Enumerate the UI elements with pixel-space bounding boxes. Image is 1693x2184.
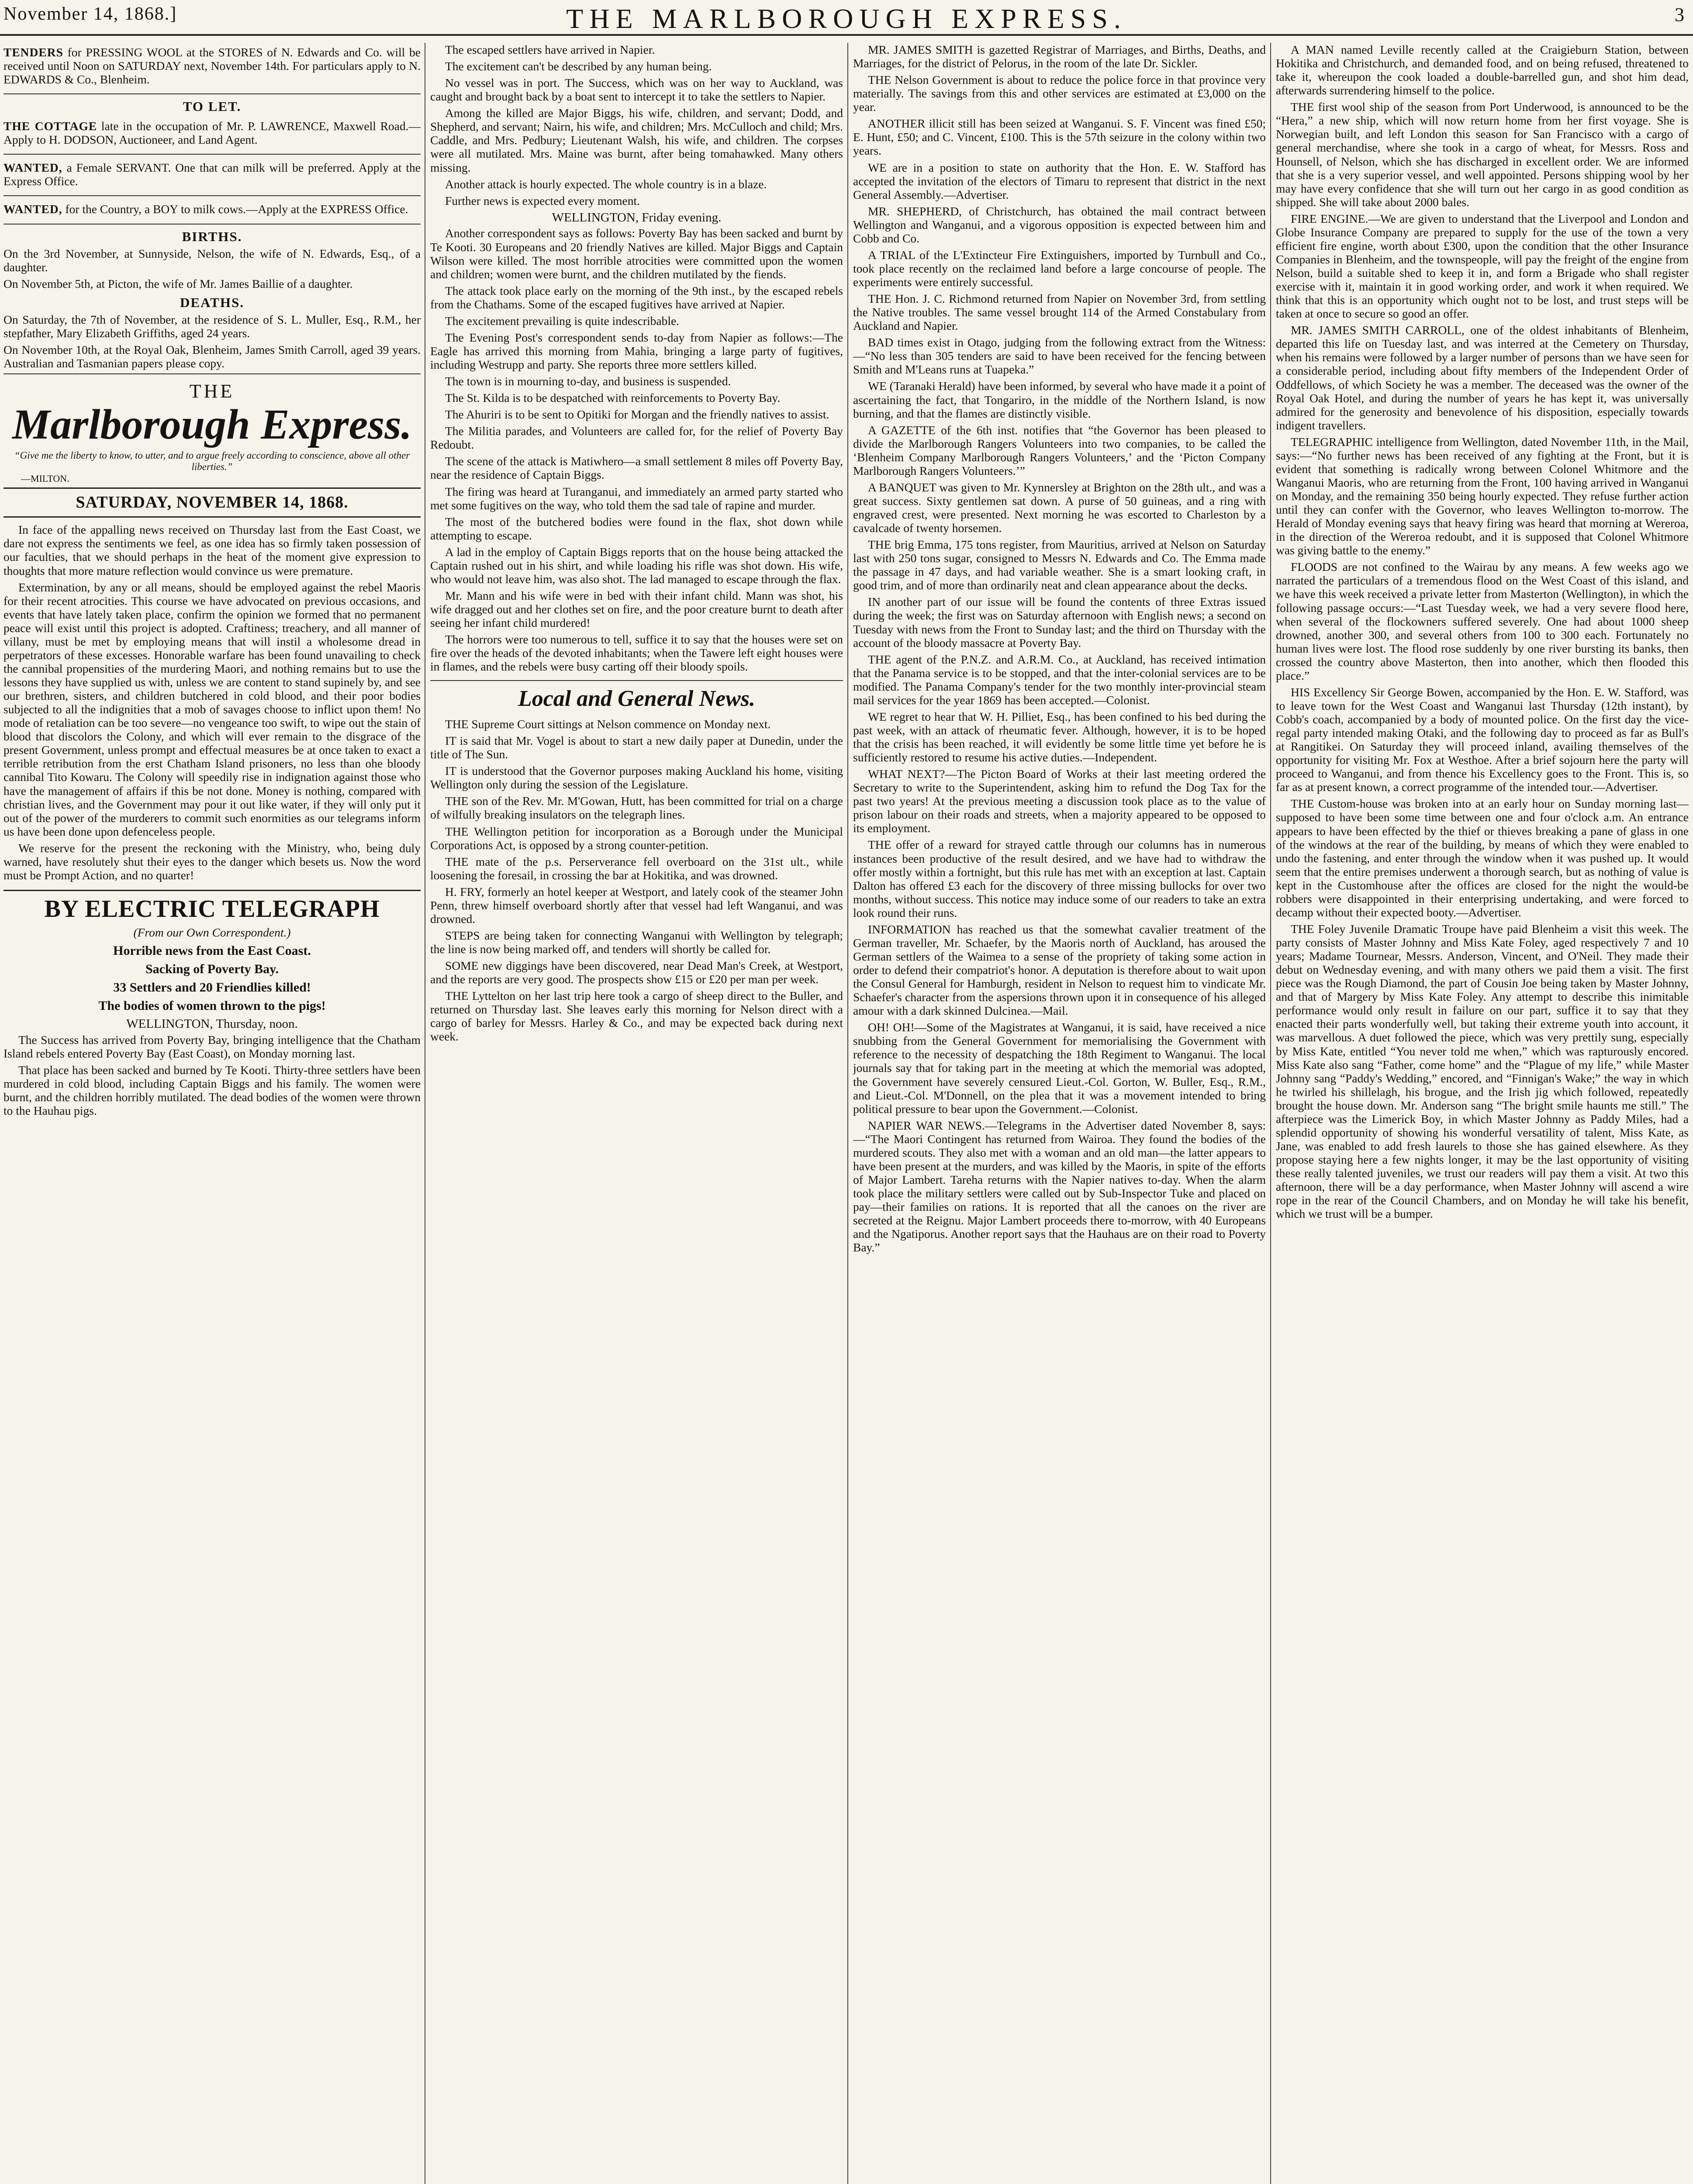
page-number: 3: [1675, 4, 1684, 25]
news-item: A BANQUET was given to Mr. Kynnersley at Brighton on the 28th ult., and was a great success. Sixty gentlemen sat down. A purse of 50 guineas, and a ring with engraved crest, were presented. Next morning he was escorted to Charleston by a cavalcade of twenty horsemen.: [853, 480, 1266, 535]
telegraph-paragraph: The Ahuriri is to be sent to Opitiki for Morgan and the friendly natives to assist.: [445, 408, 829, 422]
news-item: MR. JAMES SMITH is gazetted Registrar of Marriages, and Births, Deaths, and Marriages, for the district of Pelorus, in the room of the late Dr. Sickler.: [853, 43, 1266, 70]
telegraph-paragraph: The town is in mourning to-day, and business is suspended.: [445, 374, 731, 388]
news-item: IN another part of our issue will be found the contents of three Extras issued during the week; the first was on Saturday afternoon with English news; a second on Tuesday with news from the Front to Sunday last; and the third on Thursday with the account of the bloody massacre at Poverty Bay.: [853, 595, 1266, 650]
running-title: THE MARLBOROUGH EXPRESS.: [566, 3, 1127, 34]
paper-title: Marlborough Express.: [12, 401, 412, 448]
news-item: HIS Excellency Sir George Bowen, accompanied by the Hon. E. W. Stafford, was to leave town for the West Coast and Wanganui last Thursday (12th instant), by Cobb's coach, accompanied by a body of mounted police. On the first day the vice-regal party intended making Otaki, and the following day to proceed as far as Bull's at Rangitikei. On Saturday they will proceed inland, availing themselves of the opportunity for visiting Mr. Fox at Westhoe. After a brief sojourn here the party will proceed to Wanganui, and from thence his Excellency goes to the Front. This is, so far as at present known, a correct programme of the intended tour.—Advertiser.: [1276, 685, 1689, 794]
telegraph-paragraph: The excitement can't be described by any human being.: [445, 59, 712, 73]
news-item: NAPIER WAR NEWS.—Telegrams in the Advertiser dated November 8, says:—“The Maori Contingent has returned from Wairoa. They found the bodies of the murdered scouts. They also met with a woman and an old man—the latter appears to have been present at the murders, and was killed by the Maoris, in spite of the efforts of Major Lambert. Tareha returns with the Napier natives to-day. When the alarm took place the military settlers were called out by Sub-Inspector Tuke and placed on pay—their families on rations. It is reported that all the canoes on the river are secreted at the Reignu. Major Lambert proceeds there to-morrow, with 40 Europeans and the Ngatiporus. Another report says that the Hauhaus are on their road to Poverty Bay.”: [853, 1118, 1266, 1254]
telegraph-paragraph: A lad in the employ of Captain Biggs reports that on the house being attacked the Captain rushed out in his shirt, and while loading his rifle was shot down. His wife, who would not leave him, was also shot. The lad managed to escape through the flax.: [430, 545, 843, 586]
news-item: WE regret to hear that W. H. Pilliet, Esq., has been confined to his bed during the past week, with an attack of rheumatic fever. Although, however, it is to be hoped that the crisis has been reached, it will evidently be some little time yet before he is sufficiently restored to resume his active duties.—Independent.: [853, 709, 1266, 764]
local-news-item: IT is understood that the Governor purposes making Auckland his home, visiting Wellington only during the session of the Legislature.: [430, 764, 843, 791]
motto: “Give me the liberty to know, to utter, and to argue freely according to conscience, above all other liberties.”: [14, 449, 410, 472]
column-rule: [847, 43, 848, 2184]
local-news-item: THE son of the Rev. Mr. M'Gowan, Hutt, has been committed for trial on a charge of wilfully breaking insulators on the telegraph lines.: [430, 794, 843, 822]
telegraph-subheading: (From our Own Correspondent.): [133, 926, 291, 940]
telegraph-dateline: WELLINGTON, Thursday, noon.: [126, 1016, 298, 1031]
telegraph-paragraph: Another correspondent says as follows: Poverty Bay has been sacked and burnt by Te Kooti. 30 Europeans and 20 friendly Natives are killed. Major Biggs and Captain Wilson were killed. The most horrible atrocities were committed upon the women and children; women were burnt, and the children mutilated by the fiends.: [430, 226, 843, 281]
ad-wanted-servant: WANTED, a Female SERVANT. One that can milk will be preferred. Apply at the Express Office.: [3, 158, 421, 196]
telegraph-paragraph: No vessel was in port. The Success, which was on her way to Auckland, was caught and brought back by a boat sent to intercept it to take the settlers to Napier.: [430, 76, 843, 104]
local-news-item: THE Lyttelton on her last trip here took a cargo of sheep direct to the Buller, and returned on Thursday last. She leaves early this morning for Nelson direct with a cargo of barley for Messrs. Harley & Co., and may be expected back during next week.: [430, 989, 843, 1044]
news-item: FIRE ENGINE.—We are given to understand that the Liverpool and London and Globe Insurance Company are prepared to supply for the use of the town a very efficient fire engine, worth about £300, upon the condition that the other Insurance Companies in Blenheim, and the townspeople, will pay the freight of the engine from Nelson, build a suitable shed to keep it in, and form a Brigade who shall register exercise with it, maintain it in good working order, and work it when required. We think that this is an opportunity which ought not to be lost, and trust steps will be taken at once to secure so good an offer.: [1276, 211, 1689, 321]
local-news-item: STEPS are being taken for connecting Wanganui with Wellington by telegraph; the line is now being marked off, and tenders will shortly be called for.: [430, 928, 843, 956]
telegraph-paragraph: Among the killed are Major Biggs, his wife, children, and servant; Dodd, and Shepherd, and servant; Nairn, his wife, and children; Mrs. McCulloch and child; Mrs. Caddle, and Mrs. Pedbury; Lieutenant Walsh, his wife, and children. The corpses were all mutilated. Mrs. Maine was burnt, after being tomahawked. Many others missing.: [430, 106, 843, 174]
news-item: FLOODS are not confined to the Wairau by any means. A few weeks ago we narrated the particulars of a tremendous flood on the West Coast of this island, and we have this week received a private letter from Masterton (Wellington), in which the following passage occurs:—“Last Tuesday week, we had a very severe flood here, when several of the flockowners suffered severely. One had about 1000 sheep drowned, another 300, and several others from 100 to 300 each. Fortunately no human lives were lost. The flood rose suddenly by one river bursting its banks, then crossed the country above Masterton, then into another, which then flooded this place.”: [1276, 560, 1689, 682]
telegraph-paragraph: The firing was heard at Turanganui, and immediately an armed party started who met some fugitives on the way, who told them the sad tale of rapine and murder.: [430, 484, 843, 512]
news-item: TELEGRAPHIC intelligence from Wellington, dated November 11th, in the Mail, says:—“No further news has been received of any fighting at the Front, but it is evident that something is radically wrong between Colonel Whitmore and the Wanganui Maoris, who are returning from the Front, 100 having arrived in Wanganui on Monday, and the remaining 350 being hourly expected. They refuse further action until they can confer with the Governor, who leaves Wellington to-morrow. The Herald of Monday evening says that heavy firing was heard that morning at Wereroa, in the direction of the Wereroa redoubt, and it is supposed that Colonel Whitmore was giving battle to the enemy.”: [1276, 435, 1689, 557]
ad-cottage: THE COTTAGE late in the occupation of Mr. P. LAWRENCE, Maxwell Road.—Apply to H. DODSON, Auctioneer, and Land Agent.: [3, 117, 421, 155]
death-notice: On November 10th, at the Royal Oak, Blenheim, James Smith Carroll, aged 39 years. Australian and Tasmanian papers please copy.: [3, 343, 421, 374]
local-news-item: IT is said that Mr. Vogel is about to start a new daily paper at Dunedin, under the title of The Sun.: [430, 734, 843, 761]
to-let-heading: TO LET.: [183, 99, 242, 114]
telegraph-paragraph: The scene of the attack is Matiwhero—a small settlement 8 miles off Poverty Bay, near the residence of Captain Biggs.: [430, 454, 843, 482]
column-rule: [1270, 43, 1271, 2184]
telegraph-paragraph: The excitement prevailing is quite indescribable.: [445, 314, 680, 328]
news-item: THE Foley Juvenile Dramatic Troupe have paid Blenheim a visit this week. The party consists of Master Johnny and Miss Kate Foley, aged respectively 7 and 10 years; Madame Tournear, Messrs. Anderson, Vincent, and O'Neil. They made their debut on Wednesday evening, and with many others we paid them a visit. The first piece was the Rough Diamond, the part of Cousin Joe being taken by Master Johnny, and that of Margery by Miss Kate Foley. Any attempt to describe this inimitable performance would only result in failure on our part, suffice it to say that they enacted their parts wonderfully well, but taking their extreme youth into account, it was marvellous. A duet followed the piece, which was very prettily sung, especially by Miss Kate, entitled “You never told me when,” which was rapturously encored. Miss Kate also sang “Father, come home” and the “Plague of my life,” while Master Johnny sang “Paddy's Wedding,” encored, and “Finnigan's Wake;” the way in which he twirled his shillelagh, his brogue, and the Irish jig which followed, repeatedly brought the house down. Mr. Anderson sang “The bright smile haunts me still.” The afterpiece was the Limerick Boy, in which Master Johnny as Paddy Miles, had a splendid opportunity of showing his wonderful versatility of talent, Miss Kate, as Jane, was enabled to add fresh laurels to those she has gained elsewhere. As they propose staying here a few nights longer, it may be the last opportunity of visiting these really talented juveniles, we trust our readers will pay them a visit. At two this afternoon, there will be a day performance, when Master Johnny will ascend a wire rope in the rear of the Council Chambers, and on Monday he will take his benefit, which we trust will be a bumper.: [1276, 922, 1689, 1221]
news-item: THE Custom-house was broken into at an early hour on Sunday morning last—supposed to have been some time between one and four o'clock a.m. An entrance appears to have been effected by the thief or thieves breaking a pane of glass in one of the windows at the rear of the building, by means of which they were enabled to undo the fastening, and enter through the window when it was pushed up. It would seem that the entire premises underwent a thorough search, but as nothing of value is kept in the Customhouse after the offices are closed for the night the would-be robbers were disappointed in their enterprising undertaking, and were forced to decamp without their expected booty.—Advertiser.: [1276, 797, 1689, 919]
local-news-heading: Local and General News.: [430, 680, 843, 712]
news-item: A GAZETTE of the 6th inst. notifies that “the Governor has been pleased to divide the Marlborough Rangers Volunteers into two companies, to be called the ‘Blenheim Company Marlborough Rangers Volunteers,’ and the ‘Picton Company Marlborough Rangers Volunteers.’”: [853, 423, 1266, 477]
column-3: [853, 43, 1266, 2184]
news-item: THE Hon. J. C. Richmond returned from Napier on November 3rd, from settling the Native troubles. The same vessel brought 114 of the Armed Constabulary from Auckland and Napier.: [853, 292, 1266, 333]
local-news-item: THE mate of the p.s. Perserverance fell overboard on the 31st ult., while loosening the foresail, in crossing the bar at Hokitika, and was drowned.: [430, 854, 843, 882]
news-item: THE Nelson Government is about to reduce the police force in that province very materially. The savings from this and other services are estimated at £3,000 on the year.: [853, 73, 1266, 114]
telegraph-paragraph: The Success has arrived from Poverty Bay, bringing intelligence that the Chatham Island rebels entered Poverty Bay (East Coast), on Monday morning last.: [3, 1033, 421, 1060]
telegraph-dateline: WELLINGTON, Friday evening.: [552, 210, 722, 225]
telegraph-paragraph: The attack took place early on the morning of the 9th inst., by the escaped rebels from the Chathams. Some of the escaped fugitives have arrived at Napier.: [430, 283, 843, 311]
issue-date: November 14, 1868.]: [3, 4, 177, 24]
news-item: THE agent of the P.N.Z. and A.R.M. Co., at Auckland, has received intimation that the Panama service is to be stopped, and that the inter-colonial services are to be modified. The Panama Company's tender for the two monthly inter-provincial steam mail services for the year 1869 has been accepted.—Colonist.: [853, 652, 1266, 707]
birth-notice: On November 5th, at Picton, the wife of Mr. James Baillie of a daughter.: [3, 276, 353, 290]
death-notice: On Saturday, the 7th of November, at the residence of S. L. Muller, Esq., R.M., her stepfather, Mary Elizabeth Griffiths, aged 24 years.: [3, 312, 421, 340]
birth-notice: On the 3rd November, at Sunnyside, Nelson, the wife of N. Edwards, Esq., of a daughter.: [3, 246, 421, 274]
telegraph-paragraph: Mr. Mann and his wife were in bed with their infant child. Mann was shot, his wife dragged out and her clothes set on fire, and the poor creature burnt to death after seeing her infant child murdered!: [430, 588, 843, 630]
local-news-item: THE Supreme Court sittings at Nelson commence on Monday next.: [445, 717, 771, 731]
births-heading: BIRTHS.: [182, 228, 242, 244]
local-news-item: SOME new diggings have been discovered, near Dead Man's Creek, at Westport, and the reports are very good. The prospects show £15 or £20 per man per week.: [430, 959, 843, 986]
telegraph-paragraph: That place has been sacked and burned by Te Kooti. Thirty-three settlers have been murdered in cold blood, including Captain Biggs and his family. The women were burnt, and the children horribly mutilated. The dead bodies of the women were thrown to the Hauhau pigs.: [3, 1063, 421, 1117]
ad-wanted-boy: WANTED, for the Country, a BOY to milk cows.—Apply at the EXPRESS Office.: [3, 200, 421, 224]
paper-dateline: SATURDAY, NOVEMBER 14, 1868.: [3, 487, 421, 518]
news-item: WE (Taranaki Herald) have been informed, by several who have made it a point of ascertaining the fact, that Tongariro, in the middle of the Northern Island, is now burning, and that the flames are distinctly visible.: [853, 379, 1266, 420]
news-item: THE first wool ship of the season from Port Underwood, is announced to be the “Hera,” a new ship, which will now return home from her first voyage. She is Norwegian built, and left London this season for San Francisco with a cargo of general merchandise, where she took in a cargo of wheat, for Messrs. Ross and Hounsell, of Nelson, which she has discharged in excellent order. We are informed that she is a very superior vessel, and well appointed. Persons shipping wool by her may have every confidence that she will turn out her cargo in as good condition as shipped. She will take about 2000 bales.: [1276, 100, 1689, 209]
ad-tenders: TENDERS for PRESSING WOOL at the STORES of N. Edwards and Co. will be received until Noon on SATURDAY next, November 14th. For particulars apply to N. EDWARDS & Co., Blenheim.: [3, 43, 421, 94]
news-item: INFORMATION has reached us that the somewhat cavalier treatment of the German traveller, Mr. Schaefer, by the Maoris north of Auckland, has aroused the German settlers of the Waimea to a sense of the propriety of taking some action in order to defend their compatriot's honor. A deputation is therefore about to wait upon the Consul General for Hamburgh, resident in Nelson to request him to vindicate Mr. Schaefer's character from the aspersions thrown upon it in consequence of his alleged amour with a dark skinned Dulcinea.—Mail.: [853, 922, 1266, 1018]
news-item: BAD times exist in Otago, judging from the following extract from the Witness:—“No less than 305 tenders are said to have been received for the fencing between Smith and M'Leans runs at Tuapeka.”: [853, 335, 1266, 377]
motto-author: —MILTON.: [21, 473, 69, 484]
news-item: A MAN named Leville recently called at the Craigieburn Station, between Hokitika and Christchurch, and demanded food, and on being refused, threatened to take it, whereupon the cook loaded a double-barrelled gun, and shot him dead, afterwards surrendering himself to the police.: [1276, 43, 1689, 97]
telegraph-paragraph: Further news is expected every moment.: [445, 194, 640, 207]
telegraph-headline: Sacking of Poverty Bay.: [145, 962, 279, 977]
deaths-heading: DEATHS.: [180, 294, 244, 310]
news-item: OH! OH!—Some of the Magistrates at Wanganui, it is said, have received a nice snubbing from the General Government for memorialising the Government with reference to the necessity of despatching the 18th Regiment to Wanganui. The local journals say that for taking part in the meeting at which the memorial was adopted, the Government have severely censured Lieut.-Col. Gorton, W. Buller, Esq., R.M., and Lieut.-Col. M'Donnell, on the plea that it was a movement intended to bring political pressure to bear upon the Government.—Colonist.: [853, 1020, 1266, 1116]
telegraph-paragraph: The escaped settlers have arrived in Napier.: [445, 43, 655, 56]
news-item: A TRIAL of the L'Extincteur Fire Extinguishers, imported by Turnbull and Co., took place recently on the reclaimed land before a large concourse of people. The experiments were entirely successful.: [853, 248, 1266, 289]
news-item: THE offer of a reward for strayed cattle through our columns has in numerous instances been productive of the result desired, and we have had to withdraw the offer mostly within a fortnight, but this rule has met with an exception at last. Captain Dalton has offered £3 each for the discovery of three missing bullocks for over two months, without success. This notice may induce some of our readers to take an extra look round their runs.: [853, 838, 1266, 919]
masthead: [0, 0, 1693, 36]
telegraph-paragraph: The St. Kilda is to be despatched with reinforcements to Poverty Bay.: [445, 391, 781, 405]
telegraph-headline: 33 Settlers and 20 Friendlies killed!: [113, 980, 311, 995]
column-2: [430, 43, 843, 2184]
editorial-paragraph: We reserve for the present the reckoning with the Ministry, who, being duly warned, have resolutely shut their eyes to the danger which besets us. Now the word must be Prompt Action, and no quarter!: [3, 841, 421, 882]
telegraph-headline: The bodies of women thrown to the pigs!: [98, 998, 326, 1013]
column-4: [1276, 43, 1689, 2184]
telegraph-paragraph: The horrors were too numerous to tell, suffice it to say that the houses were set on fire over the heads of the devoted inhabitants; when the Tawere left eight houses were in flames, and the rebels were busy carting off their bloody spoils.: [430, 632, 843, 674]
telegraph-paragraph: The Evening Post's correspondent sends to-day from Napier as follows:—The Eagle has arrived this morning from Mahia, bringing a large party of fugitives, including Westrupp and party. She reports three more settlers killed.: [430, 330, 843, 372]
paper-title-the: THE: [189, 380, 235, 402]
editorial-paragraph: In face of the appalling news received on Thursday last from the East Coast, we dare not express the sentiments we feel, as one idea has so firmly taken possession of our faculties, that we should perhaps in the heat of the moment give expression to thoughts that more mature reflection would convince us were premature.: [3, 523, 421, 577]
telegraph-paragraph: Another attack is hourly expected. The whole country is in a blaze.: [445, 177, 767, 191]
news-item: WE are in a position to state on authority that the Hon. E. W. Stafford has accepted the invitation of the electors of Timaru to represent that district in the next General Assembly.—Advertiser.: [853, 160, 1266, 201]
news-item: MR. JAMES SMITH CARROLL, one of the oldest inhabitants of Blenheim, departed this life on Tuesday last, and was interred at the Cemetery on Thursday, when his remains were followed by a larger number of persons than we have seen for a considerable period, including about fifty members of the Independent Order of Oddfellows, of which Society he was a member. The deceased was the owner of the Royal Oak Hotel, and during the number of years he has kept it, was universally admired for the generosity and benevolence of his disposition, especially towards indigent travellers.: [1276, 323, 1689, 432]
telegraph-heading: BY ELECTRIC TELEGRAPH: [3, 890, 421, 923]
local-news-item: H. FRY, formerly an hotel keeper at Westport, and lately cook of the steamer John Penn, threw himself overboard shortly after that vessel had left Wanganui, and was drowned.: [430, 885, 843, 926]
news-item: ANOTHER illicit still has been seized at Wanganui. S. F. Vincent was fined £50; E. Hunt, £50; and C. Vincent, £100. This is the 57th seizure in the colony within two years.: [853, 117, 1266, 158]
news-item: THE brig Emma, 175 tons register, from Mauritius, arrived at Nelson on Saturday last with 250 tons sugar, consigned to Messrs N. Edwards and Co. The Emma made the passage in 47 days, and had variable weather. She is a smart looking craft, in good trim, and of more than ordinarily neat and clean appearance about the decks.: [853, 538, 1266, 592]
editorial-paragraph: Extermination, by any or all means, should be employed against the rebel Maoris for their recent atrocities. This course we have advocated on previous occasions, and events that have lately taken place, confirm the opinion we formed that no permanent peace will exist until this project is adopted. Craftiness; treachery, and all manner of villany, must be met by employing means that will instil a wholesome dread in perpetrators of these excesses. Honorable warfare has been found unavailing to check the cannibal propensities of the murdering Maori, and nothing remains but to use the lessons they have supplied us with, unless we are content to stand supinely by, and see our brethren, sisters, and children butchered in cold blood, and their poor bodies subjected to all the indignities that a mob of savages choose to inflict upon them! No mode of retaliation can be too severe—no vengeance too swift, to wipe out the stain of blood that discolors the Colony, and which will ever remain to the disgrace of the present Government, unless prompt and effectual measures be at once taken to exact a terrible retribution from the erst Chatham Island prisoners, no less than ohe bloody cannibal Tito Kowaru. The Colony will speedily rise in indignation against those who have the management of affairs if this be not done. Money is nothing, compared with christian lives, and the Government may pour it out like water, if they will only put it out of the power of the murderers to commit such enormities as our telegrams inform us have been done upon defenceless people.: [3, 580, 421, 838]
telegraph-headline: Horrible news from the East Coast.: [113, 943, 311, 958]
local-news-item: THE Wellington petition for incorporation as a Borough under the Municipal Corporations Act, is opposed by a strong counter-petition.: [430, 824, 843, 852]
telegraph-paragraph: The Militia parades, and Volunteers are called for, for the relief of Poverty Bay Redoubt.: [430, 424, 843, 452]
news-item: WHAT NEXT?—The Picton Board of Works at their last meeting ordered the Secretary to write to the Superintendent, asking him to refund the Dog Tax for the past two years! At the previous meeting a discussion took place as to the value of prison labour on their roads and streets, when a majority appeared to be opposed to its employment.: [853, 767, 1266, 835]
column-1: [3, 43, 421, 2184]
news-item: MR. SHEPHERD, of Christchurch, has obtained the mail contract between Wellington and Wanganui, and a vigorous opposition is expected between him and Cobb and Co.: [853, 204, 1266, 245]
telegraph-paragraph: The most of the butchered bodies were found in the flax, shot down while attempting to escape.: [430, 515, 843, 542]
